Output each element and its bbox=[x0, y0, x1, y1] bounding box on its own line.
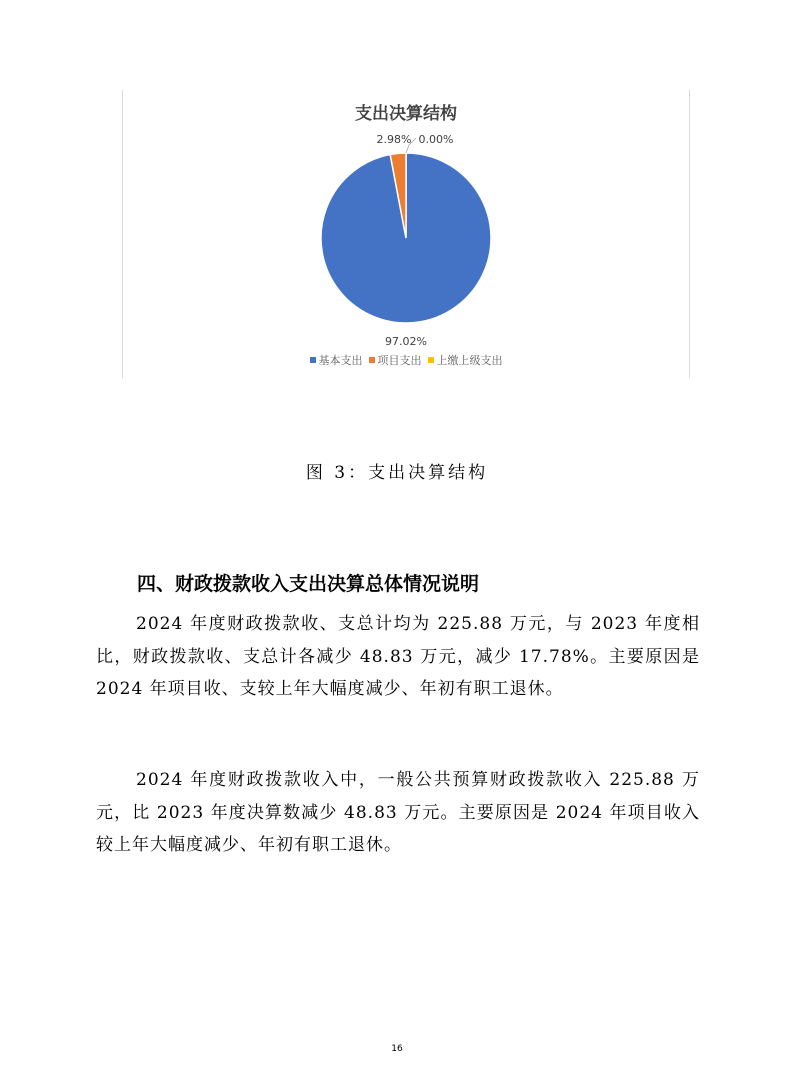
legend-swatch bbox=[369, 357, 375, 363]
legend-item-upper-level-remittance bbox=[428, 352, 503, 368]
expenditure-structure-chart bbox=[122, 90, 690, 378]
paragraph-2: 2024 年度财政拨款收入中，一般公共预算财政拨款收入 225.88 万元，比 2023 年度决算数减少 48.83 万元。主要原因是 2024 年项目收入较上年大幅度减少、年初有职工退休。 bbox=[96, 770, 700, 855]
data-label-basic-expenditure: 97.02% bbox=[385, 335, 427, 348]
legend-swatch bbox=[428, 357, 434, 363]
data-label-upper-level-remittance: 0.00% bbox=[418, 133, 454, 146]
chart-legend bbox=[123, 352, 689, 368]
pie-chart-svg bbox=[123, 90, 689, 350]
chart-title: 支出决算结构 bbox=[355, 104, 457, 124]
data-label-project-expenditure: 2.98% bbox=[376, 133, 412, 146]
page-number: 16 bbox=[391, 1044, 403, 1054]
figure-caption: 图 3：支出决算结构 bbox=[305, 463, 489, 483]
legend-item-project-expenditure bbox=[369, 352, 422, 368]
legend-item-basic-expenditure bbox=[310, 352, 363, 368]
legend-label: 上缴上级支出 bbox=[436, 354, 503, 367]
paragraph-1: 2024 年度财政拨款收、支总计均为 225.88 万元，与 2023 年度相比，财政拨款收、支总计各减少 48.83 万元，减少 17.78%。主要原因是 2024 年项目收、支较上年大幅度减少、年初有职工退休。 bbox=[96, 614, 700, 699]
legend-label: 项目支出 bbox=[377, 354, 422, 367]
legend-swatch bbox=[310, 357, 316, 363]
legend-label: 基本支出 bbox=[318, 354, 363, 367]
section-heading: 四、财政拨款收入支出决算总体情况说明 bbox=[137, 573, 480, 595]
